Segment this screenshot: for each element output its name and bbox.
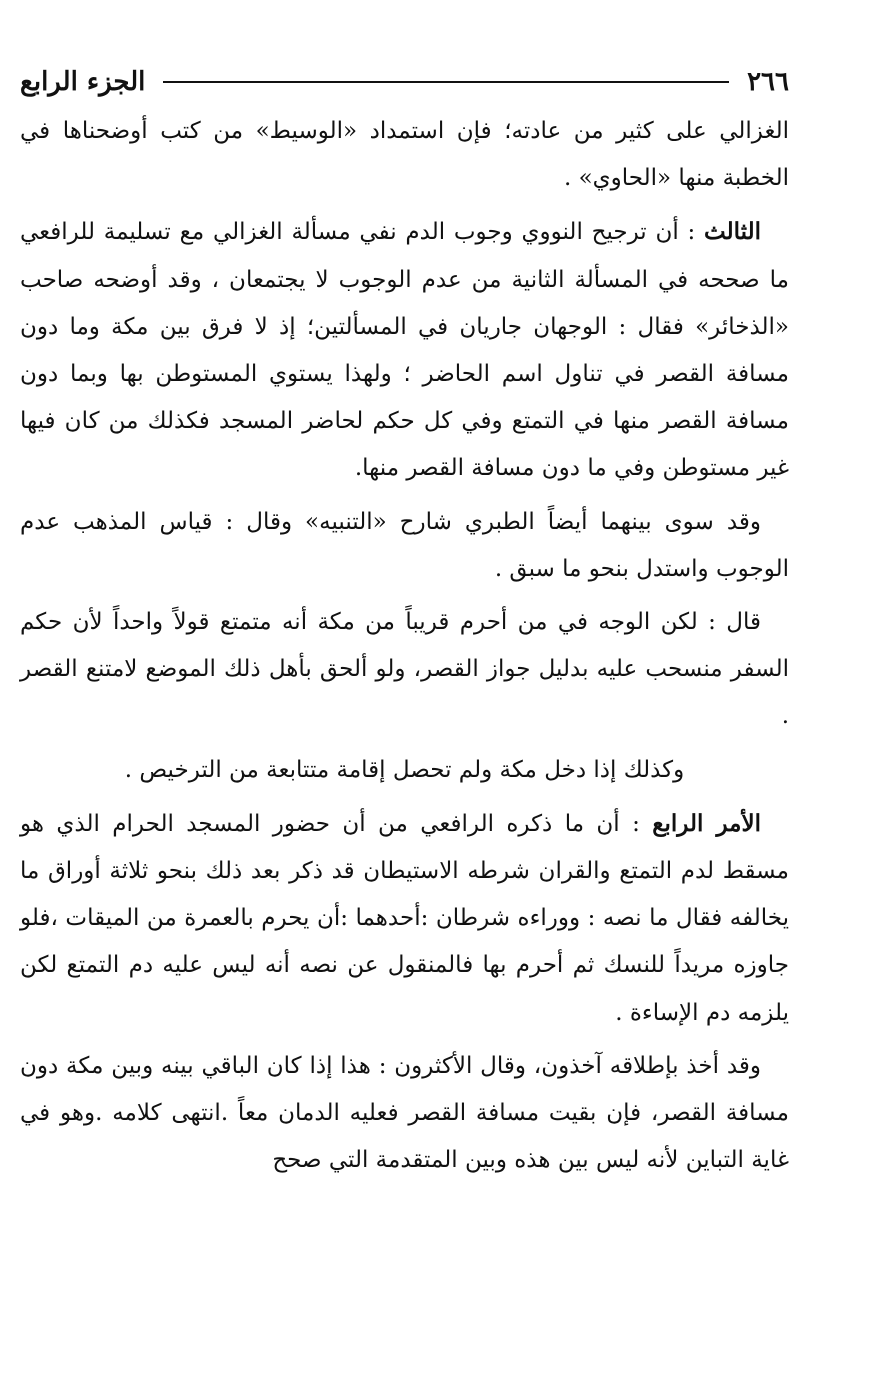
header-rule [163,81,729,83]
paragraph-2 [20,208,789,492]
paragraph-6 [20,800,789,1037]
paragraph-text: الغزالي على كثير من عادته؛ فإن استمداد «الوسيط» من كتب أوضحناها في الخطبة منها «الحاوي» . [20,118,789,192]
paragraph-text: وكذلك إذا دخل مكة ولم تحصل إقامة متتابعة من الترخيص . [124,756,685,783]
page-header [20,62,789,102]
page-number: ٢٦٦ [747,67,789,97]
paragraph-5 [20,747,789,794]
running-title: الجزء الرابع [20,67,146,97]
paragraph-lead: الثالث [704,218,761,246]
paragraph-text: قال : لكن الوجه في من أحرم قريباً من مكة أنه متمتع قولاً واحداً لأن حكم السفر منسحب عليه بدليل جواز القصر، ولو ألحق بأهل ذلك الموضع لامتنع القصر . [20,609,789,730]
paragraph-1 [20,108,789,202]
paragraph-3 [20,499,789,593]
paragraph-text: : أن ترجيح النووي وجوب الدم نفي مسألة الغزالي مع تسليمة للرافعي ما صححه في المسألة الثانية من عدم الوجوب لا يجتمعان ، وقد أوضحه صاحب «الذخائر» فقال : الوجهان جاريان في المسألتين؛ إذ لا فرق بين مكة وما دون مسافة القصر في تناول اسم الحاضر ؛ ولهذا يستوي المستوطن بها وبما دون مسافة القصر منها في التمتع وفي كل حكم لحاضر المسجد فكذلك من كان فيها غير مستوطن وفي ما دون مسافة القصر منها. [20,219,789,482]
paragraph-text: : أن ما ذكره الرافعي من أن حضور المسجد الحرام الذي هو مسقط لدم التمتع والقران شرطه الاستيطان قد ذكر بعد ذلك بنحو ثلاثة أوراق ما يخالفه فقال ما نصه : ووراءه شرطان :أحدهما :أن يحرم بالعمرة من الميقات ،فلو جاوزه مريداً للنسك ثم أحرم بها فالمنقول عن نصه أنه ليس عليه دم التمتع لكن يلزمه دم الإساءة . [20,810,789,1026]
paragraph-text: وقد أخذ بإطلاقه آخذون، وقال الأكثرون : هذا إذا كان الباقي بينه وبين مكة دون مسافة القصر، فإن بقيت مسافة القصر فعليه الدمان معاً .انتهى كلامه .وهو في غاية التباين لأنه ليس بين هذه وبين المتقدمة التي صحح [20,1052,789,1174]
paragraph-7 [20,1043,789,1185]
paragraph-lead: الأمر الرابع [652,809,761,837]
paragraph-text: وقد سوى بينهما أيضاً الطبري شارح «التنبيه» وقال : قياس المذهب عدم الوجوب واستدل بنحو ما سبق . [20,508,789,582]
paragraph-4 [20,599,789,741]
